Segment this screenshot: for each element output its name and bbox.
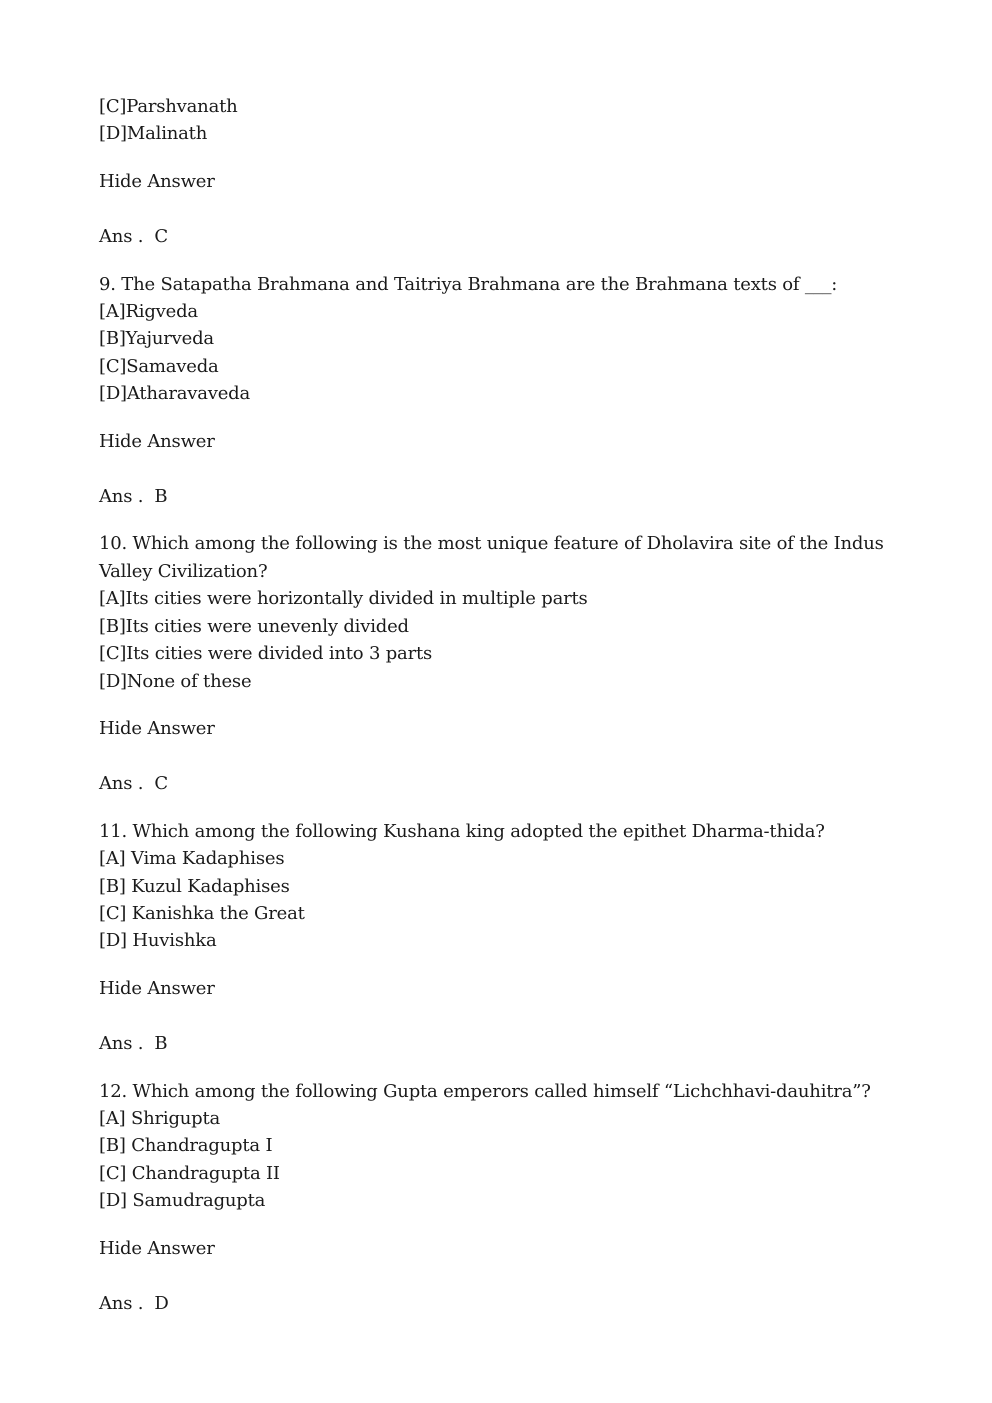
- answer-label: Ans .: [99, 1033, 144, 1055]
- hide-answer-toggle[interactable]: Hide Answer: [99, 430, 215, 452]
- question-text: 10. Which among the following is the most unique feature of Dholavira site of the Indus Valley Civilization?: [99, 533, 884, 582]
- answer-value: C: [154, 226, 168, 248]
- option-c: [C] Chandragupta II: [99, 1162, 280, 1184]
- answer-value: D: [154, 1293, 169, 1314]
- answer-label: Ans .: [99, 486, 144, 508]
- option-b: [B]Yajurveda: [99, 328, 214, 350]
- answer-label: Ans .: [99, 226, 144, 248]
- option-d: [D]Malinath: [99, 123, 208, 145]
- question-text: 12. Which among the following Gupta emperors called himself “Lichchhavi-dauhitra”?: [99, 1080, 871, 1102]
- option-a: [A] Vima Kadaphises: [99, 848, 285, 870]
- answer-line: [99, 1290, 899, 1317]
- question-block-11: [99, 818, 899, 1078]
- answer-value: B: [154, 486, 168, 508]
- answer-value: C: [154, 773, 168, 795]
- answer-value: B: [154, 1033, 168, 1055]
- option-d: [D]Atharavaveda: [99, 383, 251, 405]
- option-b: [B]Its cities were unevenly divided: [99, 615, 409, 637]
- option-c: [C]Its cities were divided into 3 parts: [99, 643, 433, 665]
- question-block-10: [99, 530, 899, 817]
- answer-line: [99, 483, 899, 510]
- document-page: [99, 93, 899, 1317]
- option-a: [A]Its cities were horizontally divided in multiple parts: [99, 588, 588, 610]
- answer-line: [99, 223, 899, 250]
- answer-label: Ans .: [99, 1293, 144, 1314]
- answer-line: [99, 1030, 899, 1057]
- option-c: [C] Kanishka the Great: [99, 902, 305, 924]
- option-a: [A] Shrigupta: [99, 1107, 221, 1129]
- option-d: [D]None of these: [99, 670, 252, 692]
- question-block-9: [99, 271, 899, 531]
- hide-answer-toggle[interactable]: Hide Answer: [99, 717, 215, 739]
- question-text: 11. Which among the following Kushana king adopted the epithet Dharma-thida?: [99, 820, 825, 842]
- option-c: [C]Samaveda: [99, 355, 219, 377]
- question-text: 9. The Satapatha Brahmana and Taitriya Brahmana are the Brahmana texts of ___:: [99, 273, 838, 295]
- option-b: [B] Chandragupta I: [99, 1135, 273, 1157]
- option-a: [A]Rigveda: [99, 301, 198, 323]
- option-b: [B] Kuzul Kadaphises: [99, 875, 290, 897]
- hide-answer-toggle[interactable]: Hide Answer: [99, 977, 215, 999]
- option-d: [D] Samudragupta: [99, 1190, 266, 1212]
- question-block-8: [99, 93, 899, 271]
- question-block-12: [99, 1078, 899, 1318]
- hide-answer-toggle[interactable]: Hide Answer: [99, 170, 215, 192]
- answer-label: Ans .: [99, 773, 144, 795]
- option-d: [D] Huvishka: [99, 930, 217, 952]
- option-c: [C]Parshvanath: [99, 96, 238, 117]
- answer-line: [99, 770, 899, 797]
- hide-answer-toggle[interactable]: Hide Answer: [99, 1237, 215, 1259]
